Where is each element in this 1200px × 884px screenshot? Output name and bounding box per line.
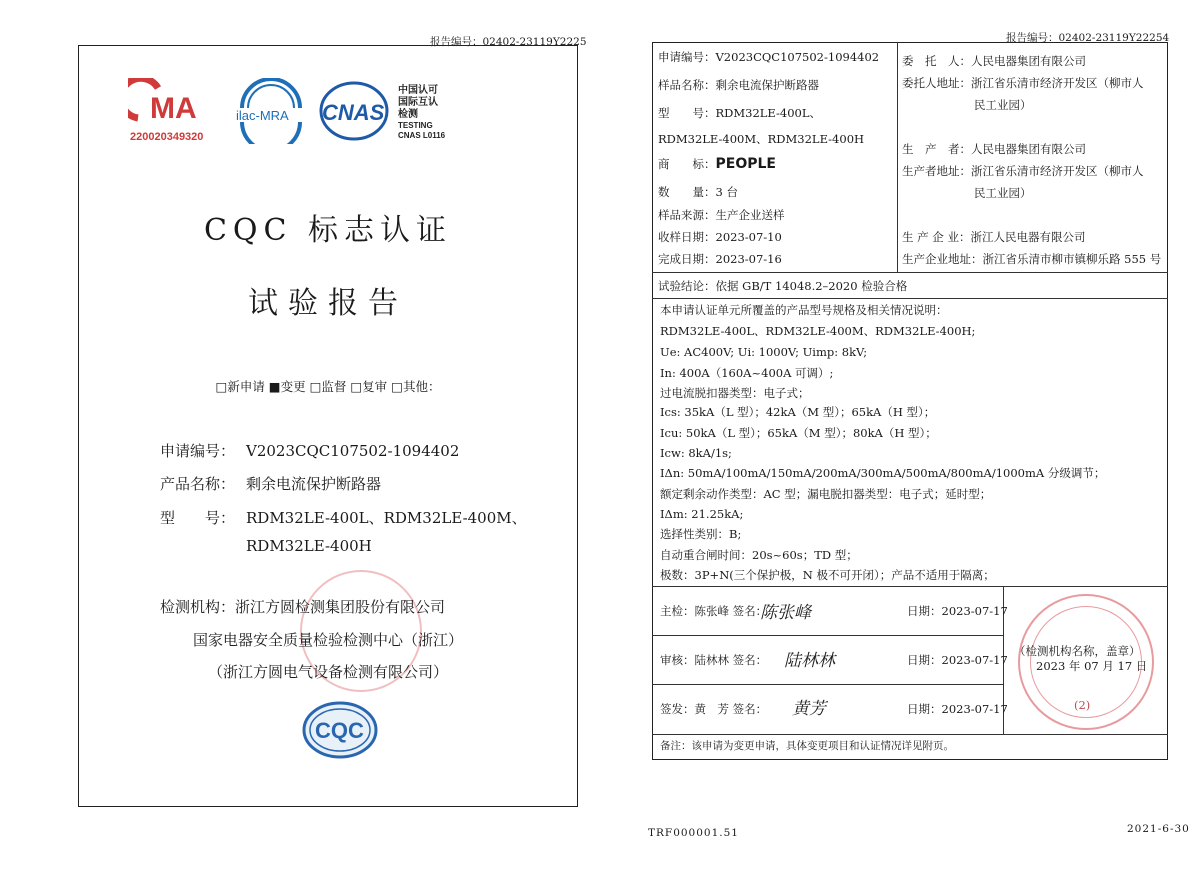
reviewer-date: 日期：2023-07-17 bbox=[907, 653, 1008, 667]
form-version-date: 2021-6-30 bbox=[1127, 823, 1190, 835]
trademark-brand: PEOPLE bbox=[715, 156, 776, 172]
sample-source-field: 样品来源：生产企业送样 bbox=[658, 208, 785, 222]
cnas-cn-line-3: 检测 bbox=[398, 109, 418, 120]
cover-field-label: 申请编号： bbox=[160, 442, 236, 460]
table-divider bbox=[652, 298, 1168, 299]
table-divider bbox=[652, 272, 1168, 273]
cover-field-application-no bbox=[160, 440, 459, 461]
manufacturer-address-field: 生产者地址：浙江省乐清市经济开发区（柳市人 bbox=[902, 164, 1144, 178]
inspector-signature: 陈张峰 bbox=[760, 603, 811, 623]
cover-title-line-1: CQC 标志认证 bbox=[203, 213, 453, 248]
manufacturer-address-cont: 民工业园） bbox=[974, 186, 1032, 200]
table-divider bbox=[652, 635, 1003, 636]
cma-number: 220020349320 bbox=[130, 131, 204, 143]
cma-logo bbox=[128, 78, 220, 144]
factory-address-field: 生产企业地址：浙江省乐清市柳市镇柳乐路 555 号 bbox=[902, 252, 1162, 266]
cover-field-model-cont bbox=[160, 537, 372, 555]
cnas-logo bbox=[318, 78, 458, 144]
test-conclusion: 试验结论：依据 GB/T 14048.2–2020 检验合格 bbox=[658, 279, 908, 293]
ilac-logo-text: ilac-MRA bbox=[236, 108, 289, 123]
sample-name-field: 样品名称：剩余电流保护断路器 bbox=[658, 78, 819, 92]
cover-field-model bbox=[160, 507, 527, 528]
cover-field-value: 剩余电流保护断路器 bbox=[246, 475, 382, 493]
testing-org-name: 浙江方圆检测集团股份有限公司 bbox=[235, 598, 446, 616]
cnas-logo-text: CNAS bbox=[322, 100, 385, 125]
cover-field-value: RDM32LE-400H bbox=[246, 537, 372, 555]
left-report-number: 报告编号：02402-23119Y2225 bbox=[430, 36, 587, 48]
spec-line: 额定剩余动作类型：AC 型；漏电脱扣器类型：电子式；延时型； bbox=[660, 487, 992, 501]
spec-line: IΔn: 50mA/100mA/150mA/200mA/300mA/500mA/800mA/1000mA 分级调节； bbox=[660, 466, 1106, 480]
spec-line: 自动重合闸时间：20s~60s；TD 型； bbox=[660, 548, 858, 562]
left-page-frame bbox=[78, 45, 578, 807]
cover-field-value: RDM32LE-400L、RDM32LE-400M、 bbox=[246, 509, 527, 527]
cqc-logo bbox=[300, 700, 380, 760]
form-code: TRF000001.51 bbox=[648, 827, 739, 839]
trademark-field: 商 标：PEOPLE bbox=[658, 156, 776, 172]
ilac-mra-logo bbox=[232, 78, 310, 144]
cnas-code: CNAS L0116 bbox=[398, 131, 446, 140]
model-field-cont: RDM32LE-400M、RDM32LE-400H bbox=[658, 132, 865, 146]
inspector-role: 主检：陈张峰 签名： bbox=[660, 604, 768, 618]
quantity-field: 数 量：3 台 bbox=[658, 185, 738, 199]
spec-line: 本申请认证单元所覆盖的产品型号规格及相关情况说明： bbox=[660, 303, 948, 317]
cover-title-line-2: 试验报告 bbox=[248, 286, 408, 321]
spec-line: Icw: 8kA/1s; bbox=[660, 446, 732, 460]
cover-field-label: 产品名称： bbox=[160, 475, 236, 493]
receive-date-field: 收样日期：2023-07-10 bbox=[658, 230, 782, 244]
cqc-logo-text: CQC bbox=[315, 718, 364, 743]
reviewer-role: 审核：陆林林 签名： bbox=[660, 653, 768, 667]
spec-line: 选择性类别：B; bbox=[660, 527, 742, 541]
client-field: 委 托 人：人民电器集团有限公司 bbox=[902, 54, 1086, 68]
table-divider bbox=[897, 42, 898, 272]
cover-field-product-name bbox=[160, 473, 381, 494]
spec-line: In: 400A（160A~400A 可调）; bbox=[660, 366, 834, 380]
remark-note: 备注：该申请为变更申请，具体变更项目和认证情况详见附页。 bbox=[660, 740, 954, 752]
spec-line: RDM32LE-400L、RDM32LE-400M、RDM32LE-400H; bbox=[660, 324, 976, 338]
seal-caption: （检测机构名称，盖章） bbox=[1014, 644, 1141, 658]
spec-line: Ics: 35kA（L 型）；42kA（M 型）；65kA（H 型）； bbox=[660, 405, 936, 419]
table-divider bbox=[652, 586, 1168, 587]
issuer-date: 日期：2023-07-17 bbox=[907, 702, 1008, 716]
cnas-testing-text: TESTING bbox=[398, 121, 433, 130]
issuer-signature: 黄芳 bbox=[792, 699, 826, 719]
testing-organization bbox=[160, 596, 445, 617]
testing-org-line-2: 国家电器安全质量检验检测中心（浙江） bbox=[192, 631, 463, 649]
inspector-date: 日期：2023-07-17 bbox=[907, 604, 1008, 618]
testing-org-line-3: （浙江方圆电气设备检测有限公司） bbox=[207, 663, 448, 681]
spec-line: Icu: 50kA（L 型）；65kA（M 型）；80kA（H 型）； bbox=[660, 426, 937, 440]
cnas-cn-line-1: 中国认可 bbox=[398, 85, 438, 96]
spec-line: 极数：3P+N(三个保护极，N 极不可开闭）；产品不适用于隔离； bbox=[660, 568, 995, 582]
cover-field-label: 型 号： bbox=[160, 509, 236, 527]
client-address-field: 委托人地址：浙江省乐清市经济开发区（柳市人 bbox=[902, 76, 1144, 90]
complete-date-field: 完成日期：2023-07-16 bbox=[658, 252, 782, 266]
manufacturer-field: 生 产 者：人民电器集团有限公司 bbox=[902, 142, 1086, 156]
seal-date: 2023 年 07 月 17 日 bbox=[1036, 659, 1148, 673]
factory-field: 生 产 企 业：浙江人民电器有限公司 bbox=[902, 230, 1086, 244]
cover-field-value: V2023CQC107502-1094402 bbox=[246, 442, 460, 460]
table-divider bbox=[652, 684, 1003, 685]
spec-line: 过电流脱扣器类型：电子式； bbox=[660, 386, 810, 400]
client-address-cont: 民工业园） bbox=[974, 98, 1032, 112]
right-report-number: 报告编号：02402-23119Y22254 bbox=[1006, 32, 1170, 44]
issuer-role: 签发：黄 芳 签名： bbox=[660, 702, 768, 716]
spec-line: Ue: AC400V; Ui: 1000V; Uimp: 8kV; bbox=[660, 345, 868, 359]
testing-org-label: 检测机构： bbox=[160, 598, 236, 616]
seal-number: (2) bbox=[1074, 698, 1091, 712]
spec-line: IΔm: 21.25kA; bbox=[660, 507, 744, 521]
application-type-checkboxes: □新申请 ■变更 □监督 □复审 □其他： bbox=[215, 379, 441, 394]
cma-logo-text: MA bbox=[150, 92, 197, 125]
reviewer-signature: 陆林林 bbox=[784, 651, 835, 671]
cnas-cn-line-2: 国际互认 bbox=[398, 97, 438, 108]
application-number-field: 申请编号：V2023CQC107502-1094402 bbox=[658, 50, 880, 64]
table-divider bbox=[652, 734, 1168, 735]
model-field: 型 号：RDM32LE-400L、 bbox=[658, 106, 822, 120]
